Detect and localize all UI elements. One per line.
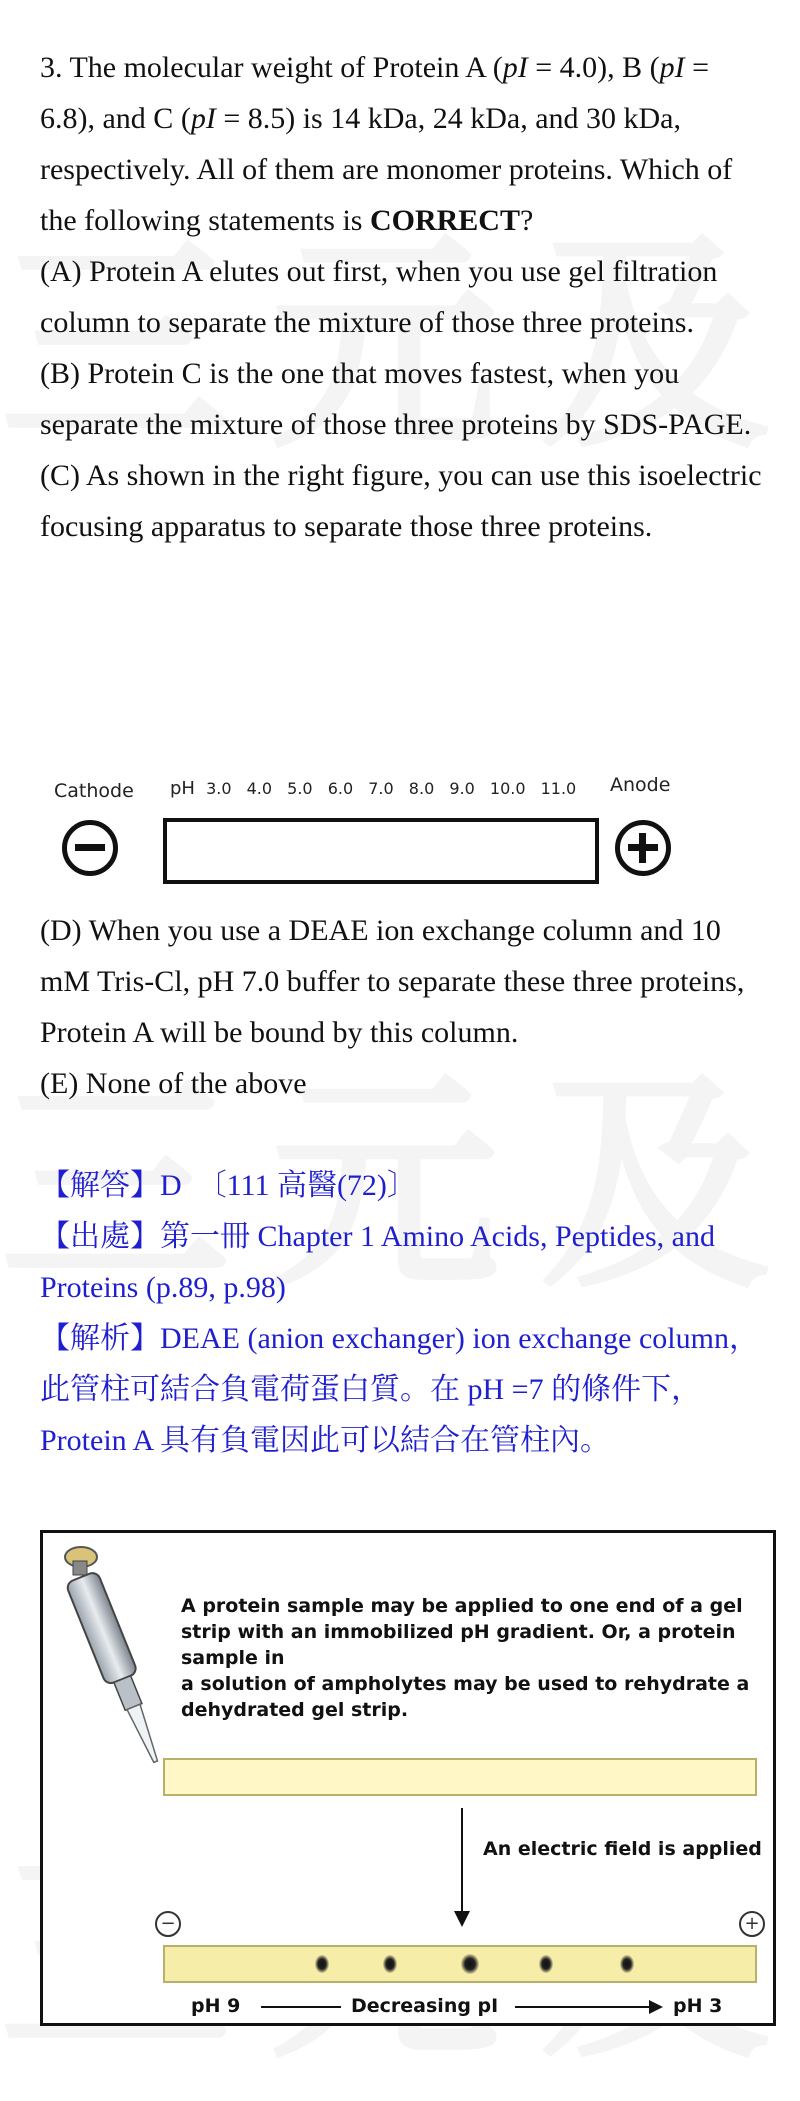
- ph-tick: 3.0: [206, 779, 232, 798]
- option-b: (B) Protein C is the one that moves fastest, when you separate the mixture of those three proteins by SDS-PAGE.: [40, 357, 752, 441]
- ph-high-label: pH 9: [191, 1995, 241, 2017]
- minus-icon: −: [155, 1911, 181, 1937]
- gel-strip: [163, 818, 599, 884]
- ph-tick: 4.0: [246, 779, 273, 798]
- gel-strip-after: [163, 1945, 757, 1983]
- gel-strip-before: [163, 1758, 757, 1796]
- protein-band: [461, 1954, 479, 1974]
- ph-tick: 5.0: [287, 779, 313, 798]
- protein-band: [620, 1955, 634, 1973]
- isoelectric-gel-diagram: [40, 1530, 776, 2026]
- ph-tick: 7.0: [368, 779, 394, 798]
- cathode-label: Cathode: [54, 780, 134, 802]
- axis-line: [261, 2006, 341, 2008]
- question-stem: 3. The molecular weight of Protein A (pI = 4.0), B (pI = 6.8), and C (pI = 8.5) is 14 kDa, 24 kDa, and 30 kDa, respectively. All of them are monomer proteins. Which of the following statements is CORRECT?: [40, 51, 733, 237]
- arrow-down-icon: [461, 1808, 463, 1918]
- question-block: [40, 42, 770, 552]
- protein-band: [315, 1955, 329, 1973]
- answer-line: 【解答】D 〔111 高醫(72)〕: [40, 1169, 417, 1202]
- axis-line: [515, 2006, 651, 2008]
- explanation-line: 【解析】DEAE (anion exchanger) ion exchange column，此管柱可結合負電荷蛋白質。在 pH =7 的條件下，Protein A 具有負電因此可以結合在管柱內。: [40, 1322, 759, 1457]
- option-c: (C) As shown in the right figure, you can use this isoelectric focusing apparatus to separate those three proteins.: [40, 459, 762, 543]
- protein-band: [383, 1955, 397, 1973]
- ph-tick: 11.0: [540, 779, 577, 798]
- option-e: (E) None of the above: [40, 1067, 307, 1100]
- gel-caption: A protein sample may be applied to one end of a gel strip with an immobilized pH gradient. Or, a protein sample in a solution of ampholytes may be used to rehydrate a dehydrated gel strip.: [181, 1595, 750, 1721]
- decreasing-pi-label: Decreasing pI: [351, 1995, 499, 2017]
- ph-tick: 6.0: [327, 779, 354, 798]
- ph-label: pH: [170, 778, 195, 799]
- option-d: (D) When you use a DEAE ion exchange column and 10 mM Tris-Cl, pH 7.0 buffer to separate these three proteins, Protein A will be bound by this column.: [40, 914, 745, 1049]
- electric-field-label: An electric field is applied: [483, 1838, 762, 1860]
- minus-icon: [62, 820, 118, 876]
- arrow-right-icon: [649, 2000, 663, 2014]
- isoelectric-focusing-figure: [40, 770, 760, 900]
- source-line: 【出處】第一冊 Chapter 1 Amino Acids, Peptides, and Proteins (p.89, p.98): [40, 1220, 715, 1304]
- pipette-icon: [51, 1539, 181, 1789]
- answer-block: [40, 1160, 780, 1466]
- arrow-head-icon: [454, 1911, 470, 1927]
- ph-tick: 8.0: [408, 779, 435, 798]
- ph-tick: 9.0: [449, 779, 475, 798]
- ph-tick: 10.0: [489, 779, 526, 798]
- anode-label: Anode: [610, 774, 671, 796]
- ph-low-label: pH 3: [673, 1995, 723, 2017]
- protein-band: [539, 1955, 553, 1973]
- plus-icon: +: [739, 1911, 765, 1937]
- plus-icon: [615, 820, 671, 876]
- option-a: (A) Protein A elutes out first, when you use gel filtration column to separate the mixture of those three proteins.: [40, 255, 718, 339]
- options-continued: [40, 905, 770, 1109]
- ph-scale: [170, 778, 586, 799]
